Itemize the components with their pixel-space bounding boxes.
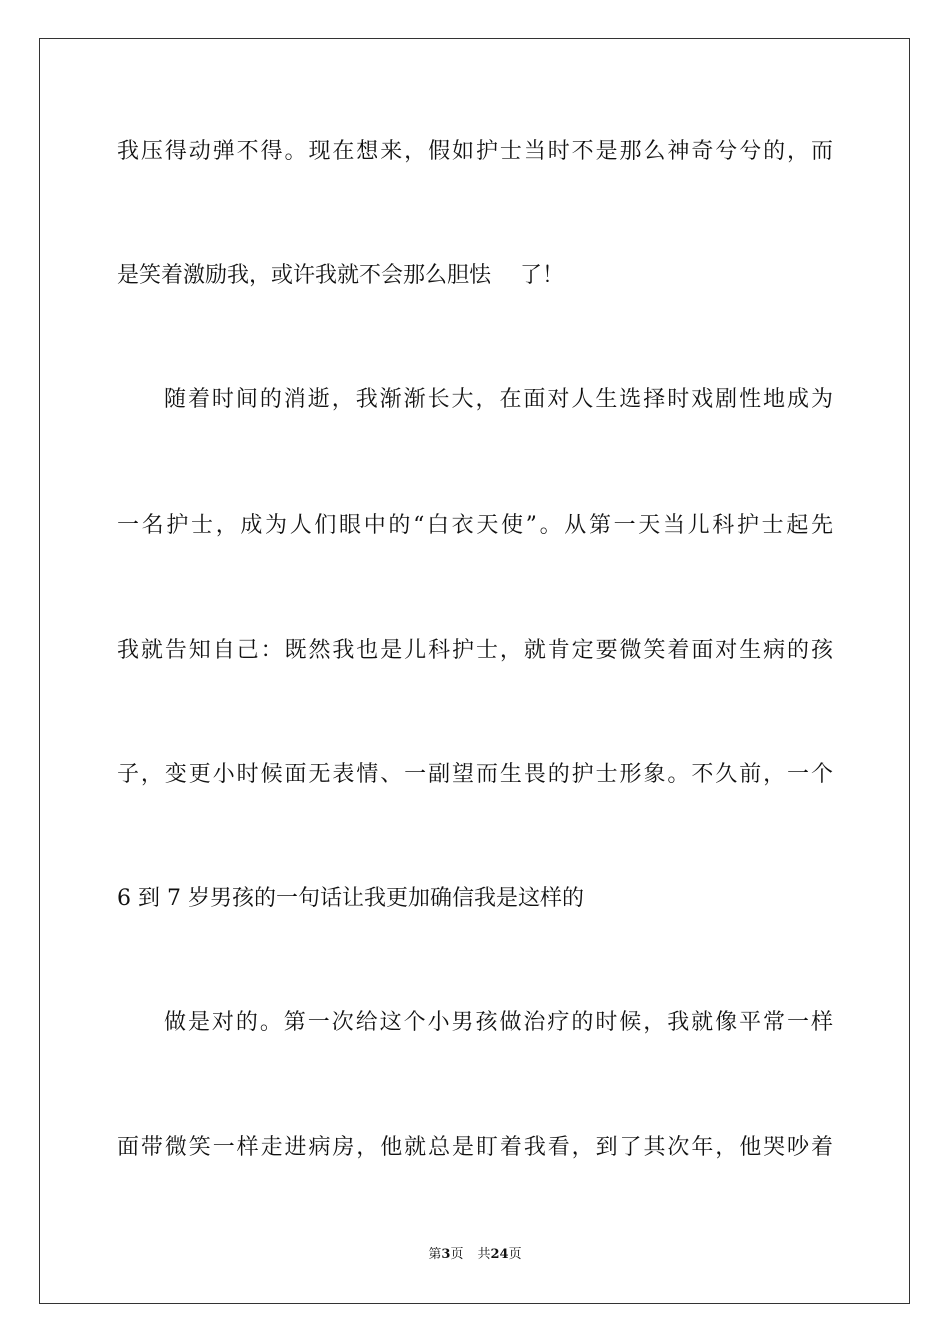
text-line-1: 我压得动弹不得。现在想来，假如护士当时不是那么神奇兮兮的，而 [117,139,833,164]
text-line-3: 随着时间的消逝，我渐渐长大，在面对人生选择时戏剧性地成为 [164,387,833,412]
total-suffix: 页 [508,1247,522,1262]
page-prefix: 第 [428,1247,442,1262]
page-number: 3 [441,1247,451,1262]
page-suffix: 页 [450,1247,464,1262]
text-line-5: 我就告知自己：既然我也是儿科护士，就肯定要微笑着面对生病的孩 [117,638,833,663]
text-line-6: 子，变更小时候面无表情、一副望而生畏的护士形象。不久前，一个 [117,762,833,787]
page-footer [0,1246,950,1264]
total-pages: 24 [490,1247,509,1262]
text-line-2: 是笑着激励我，或许我就不会那么胆怯 了！ [117,263,564,288]
text-line-4: 一名护士，成为人们眼中的“白衣天使”。从第一天当儿科护士起先 [117,513,833,538]
text-line-7: 6 到 7 岁男孩的一句话让我更加确信我是这样的 [117,886,584,911]
text-line-8: 做是对的。第一次给这个小男孩做治疗的时候，我就像平常一样 [164,1010,833,1035]
page-border [39,38,910,1304]
text-line-9: 面带微笑一样走进病房，他就总是盯着我看，到了其次年，他哭吵着 [117,1135,833,1160]
total-prefix: 共 [477,1247,491,1262]
